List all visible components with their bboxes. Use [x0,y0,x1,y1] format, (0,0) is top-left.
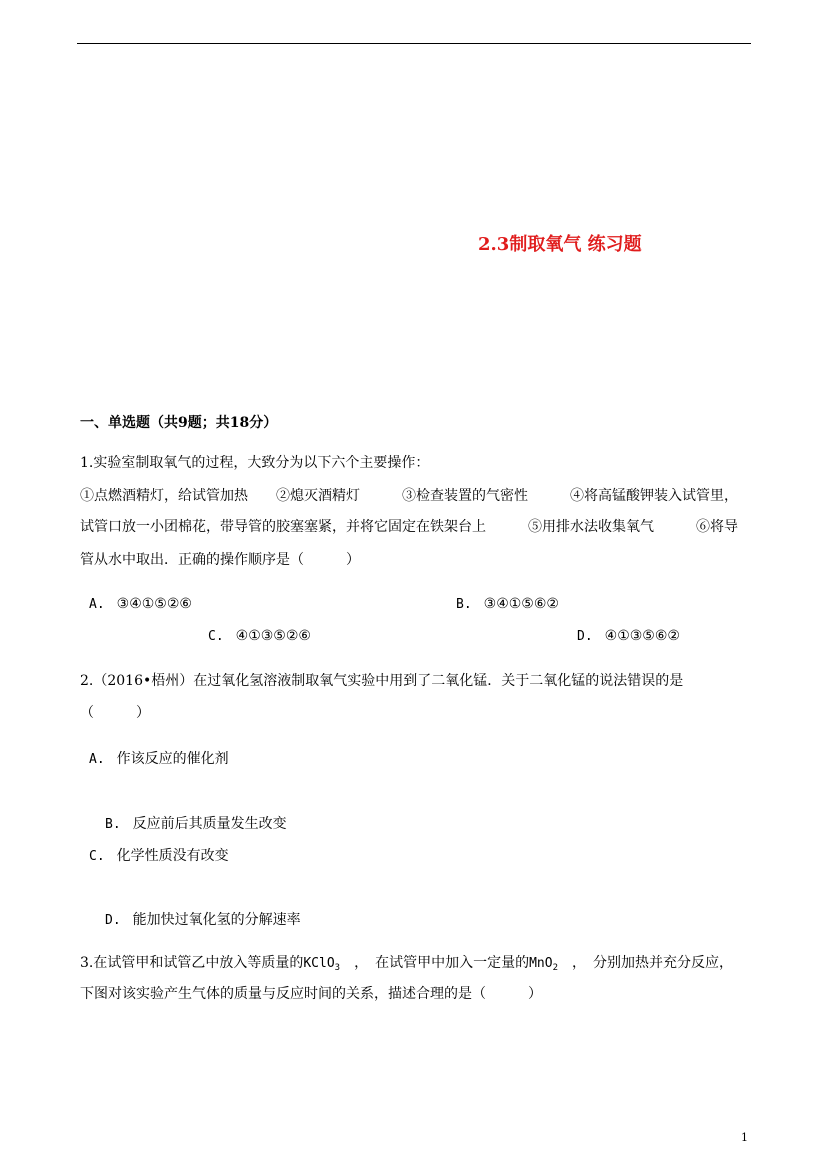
q2-option-d[interactable] [105,909,301,929]
q2-stem-line-2: （ ） [80,705,150,721]
option-text: 能加快过氧化氢的分解速率 [132,912,301,928]
q2-option-c[interactable] [89,845,229,865]
option-letter: D. [577,629,593,644]
q3-stem-line-2: 下图对该实验产生气体的质量与反应时间的关系，描述合理的是（ ） [80,986,542,1002]
q2-stem-line-1: 2.（2016•梧州）在过氧化氢溶液制取氧气实验中用到了二氧化锰．关于二氧化锰的说法错误的是 [80,673,684,689]
q3-formula-kclo3: KClO$_3$ [303,956,341,973]
option-letter: A. [89,752,105,767]
q1-stem-line-2: ①点燃酒精灯，给试管加热 ②熄灭酒精灯 ③检查装置的气密性 ④将高锰酸钾装入试管里， [80,488,738,504]
q3-stem-text-3: ， 分别加热并充分反应， [558,955,733,971]
section-heading: 一、单选题（共9题；共18分） [80,415,278,431]
option-letter: B. [456,597,472,612]
q3-formula-mno2: MnO$_2$ [529,956,558,973]
option-letter: B. [105,817,121,832]
document-title: 2.3制取氧气 练习题 [478,234,642,255]
q1-option-d[interactable] [577,628,680,644]
header-rule [77,43,751,44]
q1-stem-line-3: 试管口放一小团棉花，带导管的胶塞塞紧，并将它固定在铁架台上 ⑤用排水法收集氧气 ⑥将导 [80,519,738,535]
q2-option-b[interactable] [105,813,287,833]
q3-stem-text-1: 3.在试管甲和试管乙中放入等质量的 [80,955,304,971]
q2-option-a[interactable] [89,748,229,768]
option-letter: D. [105,913,121,928]
q1-option-a[interactable] [89,596,192,612]
option-text: ③④①⑤⑥② [483,596,559,612]
q1-stem-line-1: 1.实验室制取氧气的过程，大致分为以下六个主要操作： [80,455,430,471]
q1-stem-line-4: 管从水中取出．正确的操作顺序是（ ） [80,552,360,568]
q3-stem-line-1 [80,953,733,978]
option-letter: C. [208,629,224,644]
option-text: 反应前后其质量发生改变 [132,816,287,832]
option-text: 作该反应的催化剂 [116,751,229,767]
option-text: 化学性质没有改变 [116,848,229,864]
q1-option-c[interactable] [208,628,311,644]
option-text: ④①③⑤②⑥ [235,628,311,644]
page-number: 1 [741,1131,748,1144]
q3-stem-text-2: ， 在试管甲中加入一定量的 [340,955,530,971]
option-text: ④①③⑤⑥② [604,628,680,644]
option-letter: C. [89,849,105,864]
q1-option-b[interactable] [456,596,559,612]
option-text: ③④①⑤②⑥ [116,596,192,612]
option-letter: A. [89,597,105,612]
